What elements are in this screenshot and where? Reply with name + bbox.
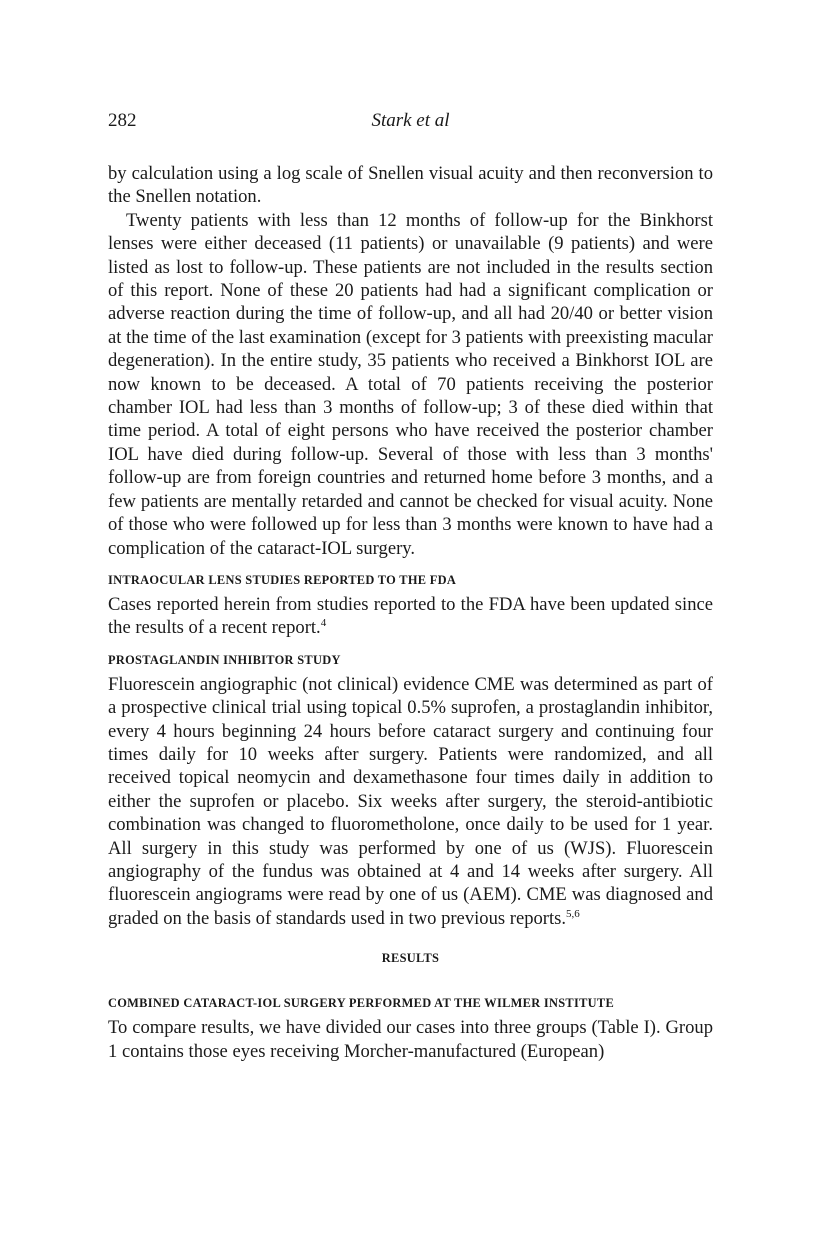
reference-superscript: 4 — [320, 617, 327, 630]
paragraph-continuation: by calculation using a log scale of Snellen visual acuity and then reconversion to the Snellen notation. — [108, 163, 713, 208]
reference-superscript: 5,6 — [566, 907, 580, 920]
paragraph-groups: To compare results, we have divided our cases into three groups (Table I). Group 1 contains those eyes receiving Morcher-manufactured (European) — [108, 1017, 713, 1062]
paragraph-fda-text: Cases reported herein from studies reported to the FDA have been updated since the results of a recent report. — [108, 593, 713, 639]
paragraph-follow-up: Twenty patients with less than 12 months of follow-up for the Binkhorst lenses were either deceased (11 patients) or unavailable (9 patients) and were listed as lost to follow-up. These patients are not included in the results section of this report. None of these 20 patients had had a significant complication or adverse reaction during the time of follow-up, and all had 20/40 or better vision at the time of the last examination (except for 3 patients with preexisting macular degeneration). In the entire study, 35 patients who received a Binkhorst IOL are now known to be deceased. A total of 70 patients receiving the posterior chamber IOL had less than 3 months of follow-up; 3 of these died within that time period. A total of eight persons who have received the posterior chamber IOL have died during follow-up. Several of those with less than 3 months' follow-up are from foreign countries and returned home before 3 months, and a few patients are mentally retarded and cannot be checked for visual acuity. None of those who were followed up for less than 3 months were known to have had a complication of the cataract-IOL surgery. — [108, 209, 713, 559]
running-head: Stark et al — [371, 110, 450, 131]
page-header — [108, 110, 713, 144]
paragraph-fda-studies — [108, 593, 713, 640]
section-heading-results: RESULTS — [381, 951, 440, 966]
paragraph-prostaglandin-text: Fluorescein angiographic (not clinical) evidence CME was determined as part of a prospective clinical trial using topical 0.5% suprofen, a prostaglandin inhibitor, every 4 hours beginning 24 hours before cataract surgery and continuing four times daily for 10 weeks after surgery. Patients were randomized, and all received topical neomycin and dexamethasone four times daily in addition to either the suprofen or placebo. Six weeks after surgery, the steroid-antibiotic combination was changed to fluorometholone, once daily to be used for 1 year. All surgery in this study was performed by one of us (WJS). Fluorescein angiography of the fundus was obtained at 4 and 14 weeks after surgery. All fluorescein angiograms were read by one of us (AEM). CME was diagnosed and graded on the basis of standards used in two previous reports. — [108, 673, 713, 929]
page-number: 282 — [108, 110, 137, 131]
journal-page — [108, 110, 713, 1063]
section-heading-fda: INTRAOCULAR LENS STUDIES REPORTED TO THE FDA — [108, 572, 457, 587]
section-heading-prostaglandin: PROSTAGLANDIN INHIBITOR STUDY — [108, 652, 341, 667]
section-heading-wilmer: COMBINED CATARACT-IOL SURGERY PERFORMED AT THE WILMER INSTITUTE — [108, 996, 615, 1011]
paragraph-prostaglandin-study — [108, 673, 713, 930]
